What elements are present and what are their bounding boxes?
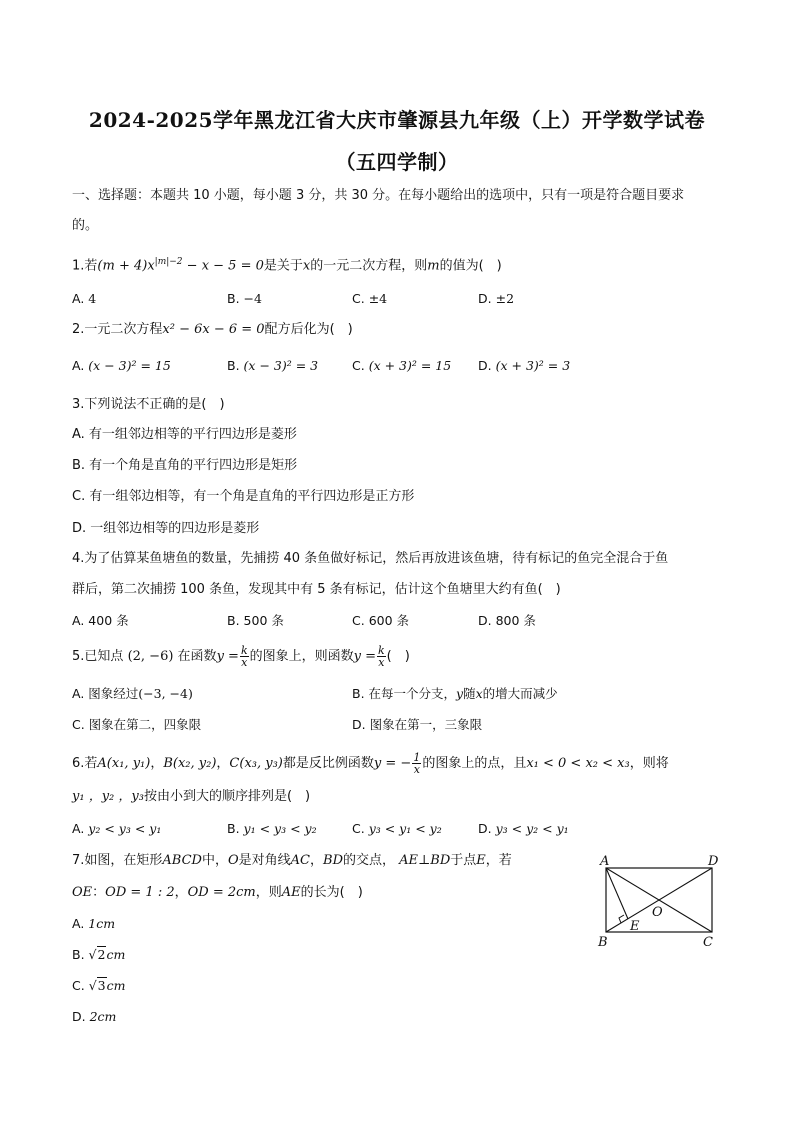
question-5-stem: 5.已知点 (2, −6) 在函数y = $\frac{k}{x}$ 的图象上，则函数y = $\frac{k}{x}$ ( ) [72,644,410,669]
label-e: E [630,919,640,934]
label-b: B [598,935,608,950]
label-c: C [703,935,713,950]
question-7-stem: 7.如图，在矩形ABCD中，O是对角线AC，BD的交点， AE⊥BD于点E，若 [72,853,512,868]
question-1-option-c[interactable]: C. ±4 [352,291,388,306]
question-5-option-b[interactable]: B. 在每一个分支，y随x的增大而减少 [352,686,558,701]
question-6-stem-cont: y₁ ，y₂ ，y₃按由小到大的顺序排列是( ) [72,789,311,804]
question-5-option-a[interactable]: A. 图象经过(−3, −4) [72,686,193,701]
question-4-stem-cont: 群后，第二次捕捞 100 条鱼，发现其中有 5 条有标记，估计这个鱼塘里大约有鱼( ) [72,582,561,597]
exam-subtitle: （五四学制） [335,150,459,174]
question-7-option-a[interactable]: A. 1cm [72,916,116,931]
question-3-option-a[interactable]: A. 有一组邻边相等的平行四边形是菱形 [72,427,297,442]
question-3-option-b[interactable]: B. 有一个角是直角的平行四边形是矩形 [72,458,298,473]
question-6-option-d[interactable]: D. y₃ < y₂ < y₁ [478,821,569,836]
question-3-option-c[interactable]: C. 有一组邻边相等，有一个角是直角的平行四边形是正方形 [72,489,415,504]
section-heading: 一、选择题：本题共 10 小题，每小题 3 分，共 30 分。在每小题给出的选项中，只有一项是符合题目要求 [72,188,685,203]
label-o: O [652,905,663,920]
question-1-option-d[interactable]: D. ±2 [478,291,515,306]
question-2-option-d[interactable]: D. (x + 3)² = 3 [478,358,571,373]
exam-title: 2024-2025学年黑龙江省大庆市肇源县九年级（上）开学数学试卷 [88,108,706,132]
label-a: A [600,854,610,869]
question-6-option-c[interactable]: C. y₃ < y₁ < y₂ [352,821,442,836]
segment-ae [606,868,628,919]
question-2-option-a[interactable]: A. (x − 3)² = 15 [72,358,171,373]
question-7-stem-cont: OE：OD = 1 : 2，OD = 2cm，则AE的长为( ) [72,885,363,900]
question-7-option-d[interactable]: D. 2cm [72,1009,117,1024]
question-2-stem: 2.一元二次方程x² − 6x − 6 = 0配方后化为( ) [72,322,353,337]
question-7-option-b[interactable]: B. √2cm [72,947,126,962]
question-4-option-b[interactable]: B. 500 条 [227,613,284,628]
question-1-option-a[interactable]: A. 4 [72,291,97,306]
label-d: D [708,854,719,869]
section-heading-cont: 的。 [72,218,99,233]
question-2-option-c[interactable]: C. (x + 3)² = 15 [352,358,452,373]
rectangle-diagram [590,848,730,956]
question-6-option-a[interactable]: A. y₂ < y₃ < y₁ [72,821,162,836]
question-3-option-d[interactable]: D. 一组邻边相等的四边形是菱形 [72,521,260,536]
question-1-option-b[interactable]: B. −4 [227,291,262,306]
question-6-option-b[interactable]: B. y₁ < y₃ < y₂ [227,821,317,836]
question-5-option-d[interactable]: D. 图象在第一，三象限 [352,717,483,732]
question-4-stem: 4.为了估算某鱼塘鱼的数量，先捕捞 40 条鱼做好标记，然后再放进该鱼塘，待有标记的鱼完全混合于鱼 [72,551,669,566]
question-4-option-a[interactable]: A. 400 条 [72,613,129,628]
question-6-stem: 6.若A(x₁, y₁)，B(x₂, y₂)，C(x₃, y₃)都是反比例函数y = − $\frac{1}{x}$ 的图象上的点，且x₁ < 0 < x₂ < x₃，则将 [72,751,669,776]
question-4-option-c[interactable]: C. 600 条 [352,613,410,628]
question-4-option-d[interactable]: D. 800 条 [478,613,536,628]
question-7-option-c[interactable]: C. √3cm [72,978,126,993]
question-1-stem: 1.若$(m + 4)x^{|m|-2} - x - 5 = 0$是关于x的一元二次方程，则m的值为( ) [72,257,502,274]
question-5-option-c[interactable]: C. 图象在第二，四象限 [72,717,202,732]
question-2-option-b[interactable]: B. (x − 3)² = 3 [227,358,319,373]
question-3-stem: 3.下列说法不正确的是( ) [72,397,225,412]
